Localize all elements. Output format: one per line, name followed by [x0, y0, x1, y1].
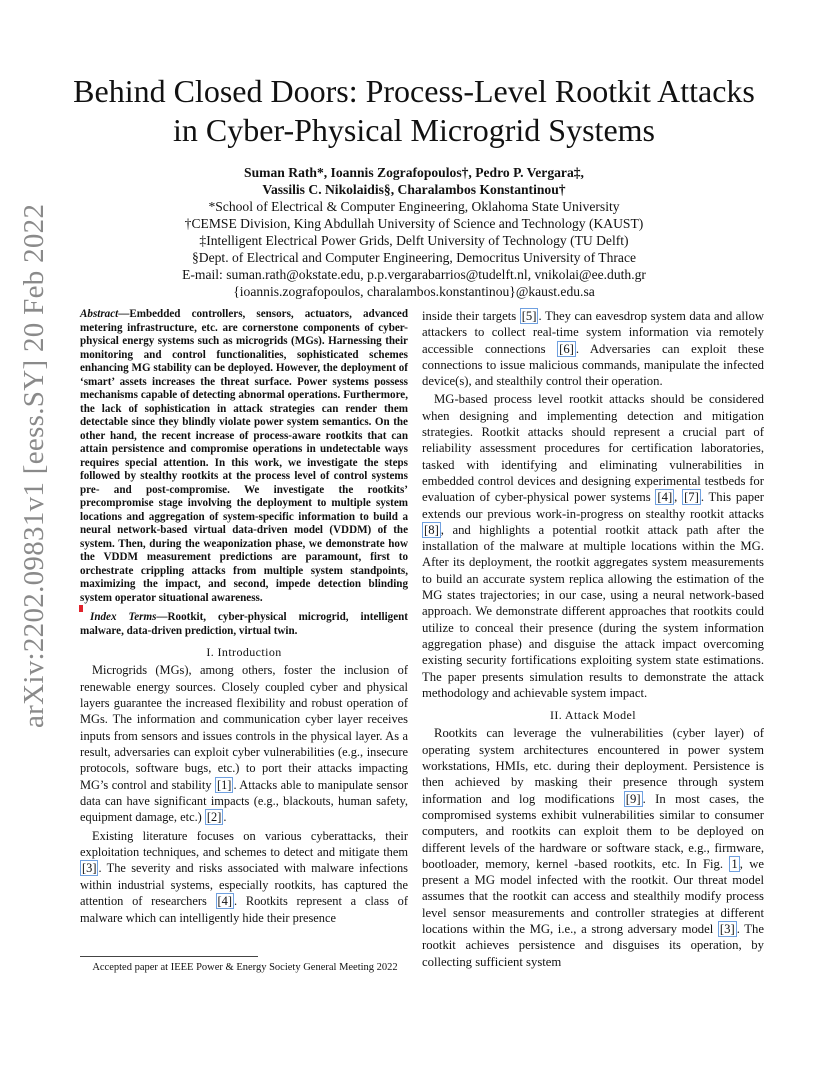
affiliation-3: ‡Intelligent Electrical Power Grids, Delft University of Technology (TU Delft) [199, 233, 629, 248]
text-run: . [223, 810, 227, 825]
email-line-2: {ioannis.zografopoulos, charalambos.konstantinou}@kaust.edu.sa [233, 284, 595, 299]
email-line-1: E-mail: suman.rath@okstate.edu, p.p.vergarabarrios@tudelft.nl, vnikolai@ee.duth.gr [182, 267, 646, 282]
text-run: . Rootkits represent a class of malware which can intelligently hide their presence [80, 894, 408, 925]
intro-paragraph-3 [422, 391, 764, 701]
index-terms-label: Index Terms [90, 611, 157, 623]
citation-link[interactable]: [5] [521, 309, 537, 323]
citation-link[interactable]: [4] [217, 894, 232, 909]
citation-link[interactable]: [8] [424, 522, 439, 537]
text-run: . This paper extends our previous work-in-progress on stealthy rootkit attacks [422, 490, 765, 521]
abstract-label: Abstract [80, 308, 119, 320]
footnote-divider [80, 956, 258, 957]
footnote: Accepted paper at IEEE Power & Energy Society General Meeting 2022 [92, 962, 398, 973]
citation-link[interactable]: [3] [82, 861, 97, 876]
text-run: . The rootkit achieves persistence and disguises its operation, by collecting sufficient system [422, 921, 764, 969]
citation-link[interactable]: [2] [206, 810, 222, 825]
section-heading-attack-model: II. Attack Model [549, 708, 637, 723]
text-run: . Attacks able to manipulate sensor data can have significant impacts (e.g., blackouts, human safety, equipment damage, etc.) [80, 777, 408, 825]
author-block [100, 164, 728, 300]
paper-title: Behind Closed Doors: Process-Level Rootkit Attacks in Cyber-Physical Microgrid Systems [73, 73, 755, 148]
text-run: Rootkits can leverage the vulnerabilities (cyber layer) of operating system architectures encountered in power system workstations, HMIs, etc. during their deployment. Persistence is then achieved by masking their presence through system information and log modifications [422, 726, 764, 806]
index-terms-text: —Rootkit, cyber-physical microgrid, intelligent malware, data-driven prediction, virtual twin. [80, 611, 408, 637]
text-run: , we present a MG model infected with the rootkit. Our threat model assumes that the rootkit can access and stealthily modify process level sensor measurements and controller strategies at different locations within the MG, i.e., a strong adversary model [422, 856, 764, 936]
citation-link[interactable]: [4] [657, 490, 673, 505]
right-column [422, 308, 764, 972]
text-run: . They can eavesdrop system data and allow attackers to collect real-time system information via remotely accessible connections [422, 309, 764, 356]
attack-model-paragraph [422, 725, 764, 969]
affiliation-1: *School of Electrical & Computer Engineering, Oklahoma State University [208, 199, 620, 214]
citation-link[interactable]: [3] [719, 921, 735, 936]
text-run: Existing literature focuses on various cyberattacks, their exploitation techniques, and schemes to detect and mitigate them [80, 828, 408, 860]
affiliation-2: †CEMSE Division, King Abdullah University of Science and Technology (KAUST) [184, 216, 644, 231]
author-names-line2: Vassilis C. Nikolaidis§, Charalambos Konstantinou† [262, 182, 566, 197]
text-run: , [674, 490, 683, 505]
abstract [80, 308, 408, 605]
text-run: inside their targets [422, 309, 520, 323]
text-run: . The severity and risks associated with malware infections within industrial systems, especially rootkits, has captured the attention of researchers [80, 861, 408, 909]
intro-paragraph-continued [422, 308, 764, 389]
citation-link[interactable]: [9] [625, 791, 641, 806]
intro-paragraph-2 [80, 828, 408, 926]
section-heading-introduction: I. Introduction [206, 645, 282, 659]
text-run: . In most cases, the compromised systems exhibit vulnerabilities similar to consumer computers, and rootkits can exploit them to be deployed on different levels of the hardware or software stack, e.g., firmware, bootloader, memory, kernel -based rootkits, etc. In Fig. [422, 791, 765, 871]
figure-reference-link[interactable]: 1 [731, 856, 738, 871]
text-run: MG-based process level rootkit attacks should be considered when designing and implementing detection and mitigation strategies. Rootkit attacks should represent a crucial part of reliability assessment procedures for certification laboratories, tasked with identifying and eliminating vulnerabilities in embedded control devices and designing experimental testbeds for evaluation of cyber-physical power systems [422, 392, 764, 505]
text-run: . Adversaries can exploit these connections to issue malicious commands, manipulate the infected device(s), and stealthily control their operation. [422, 341, 764, 389]
intro-paragraph-1 [80, 662, 408, 825]
citation-link[interactable]: [6] [559, 341, 574, 356]
author-names-line1: Suman Rath*, Ioannis Zografopoulos†, Pedro P. Vergara‡, [244, 165, 584, 180]
index-terms [80, 611, 408, 638]
abstract-text: —Embedded controllers, sensors, actuators, advanced metering infrastructure, etc. are cornerstone components of cyber-physical energy systems such as microgrids (MGs). Harnessing their monitoring and control functionalities, sophisticated schemes enhancing MG stability can be deployed. However, the deployment of ‘smart’ assets increases the threat surface. Power systems possess mechanisms capable of detecting abnormal operations. Furthermore, the lack of sophistication in attack strategies can render them detectable since they blindly violate power system semantics. On the other hand, the recent increase of process-aware rootkits that can attain persistence and compromise operations in undetectable ways requires special attention. In this work, we investigate the steps followed by stealthy rootkits at the process level of control systems pre- and post-compromise. We investigate the rootkits’ precompromise stage involving the deployment to multiple system locations and aggregation of system-specific information to build a neural network-based virtual data-driven model (VDDM) of the system. Then, during the weaponization phase, we demonstrate how the VDDM measurement predictions are paramount, first to orchestrate crippling attacks from multiple system standpoints, maximizing the impact, and second, impede detection blinding system operator situational awareness. [80, 308, 408, 604]
citation-link[interactable]: [1] [216, 777, 232, 792]
text-run: Microgrids (MGs), among others, foster the inclusion of renewable energy sources. Closely coupled cyber and physical layers guarantee the increased flexibility and robust operation of MGs. The information and communication cyber layer receives inputs from sensors and issues controls in the physical layer. As a result, adversaries can exploit cyber vulnerabilities (e.g., insecure protocols, software bugs, etc.) to port their attacks impacting MG’s control and stability [80, 663, 408, 792]
annotation-marker [79, 605, 83, 612]
left-column [80, 308, 408, 928]
citation-link[interactable]: [7] [684, 490, 699, 505]
affiliation-4: §Dept. of Electrical and Computer Engineering, Democritus University of Thrace [191, 250, 637, 265]
text-run: , and highlights a potential rootkit attack path after the installation of the malware at multiple locations within the MG. After its deployment, the rootkit aggregates system measurements to build an accurate system replica allowing the estimation of the MG states trajectories; in our case, using a neural network-based approach. We demonstrate different approaches that rootkits could utilize to conceal their presence (during the system information aggregation phase) and disguise the attack impact overcoming existing security fortifications exploiting system state estimations. The paper presents simulation results to demonstrate the attack methodology and achievable system impact. [422, 522, 764, 700]
arxiv-identifier[interactable]: arXiv:2202.09831v1 [eess.SY] 20 Feb 2022 [18, 203, 50, 728]
